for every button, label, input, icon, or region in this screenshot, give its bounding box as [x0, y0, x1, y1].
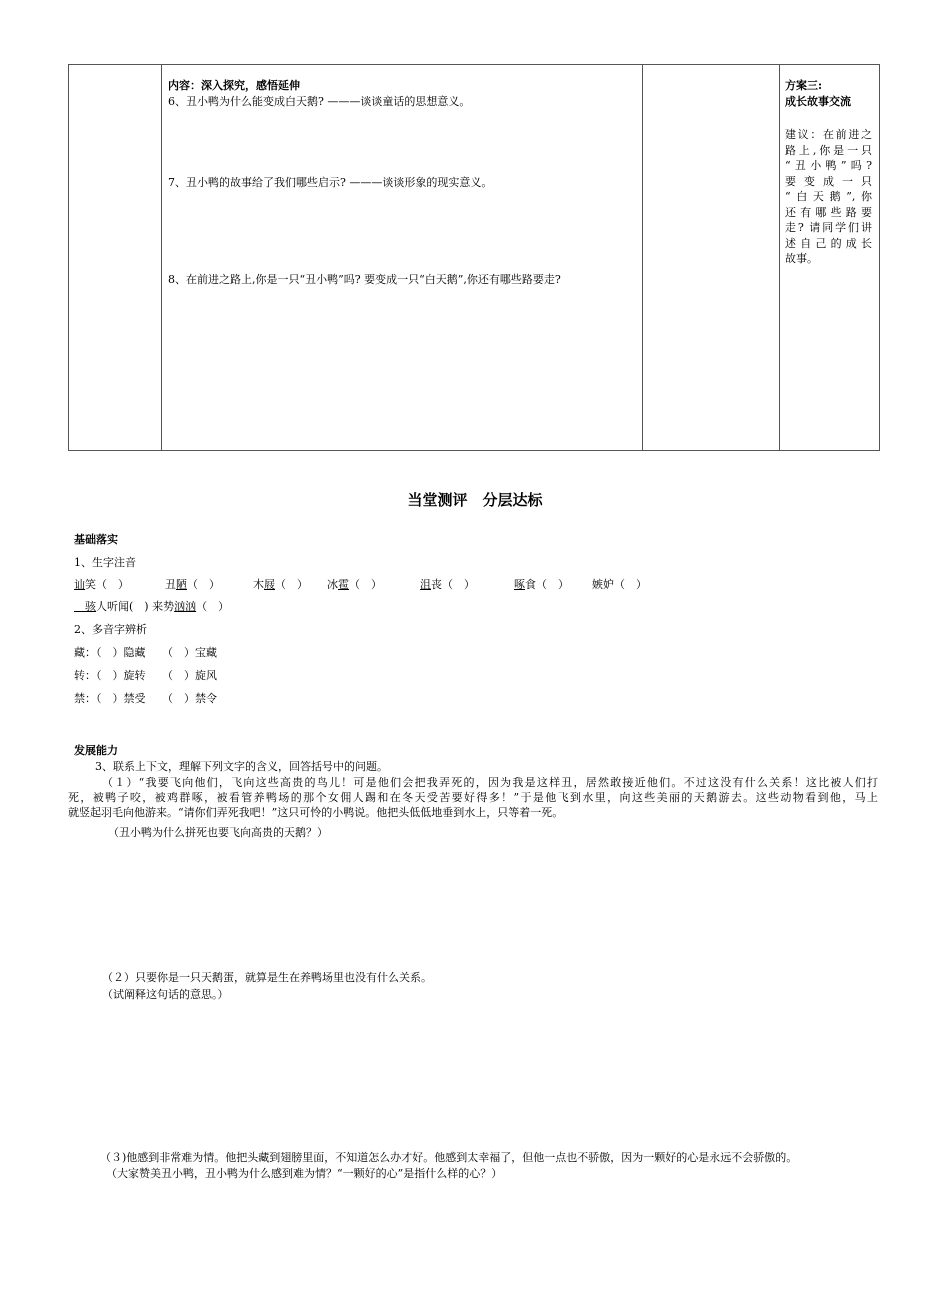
basic-heading: 基础落实 [74, 533, 118, 546]
question-7: 7、丑小鸭的故事给了我们哪些启示? ———谈谈形象的现实意义。 [168, 176, 493, 189]
passage-line: 就竖起羽毛向他游来。“请你们弄死我吧！”这只可怜的小鸭说。他把头低低地垂到水上，只等着一死。 [68, 806, 564, 819]
pinyin-item: 丑陋（ ） [165, 578, 220, 591]
question-6: 6、丑小鸭为什么能变成白天鹅? ———谈谈童话的思想意义。 [168, 95, 471, 108]
content-cell [162, 65, 643, 451]
polyphone-row: 藏：（ ）隐藏 （ ）宝藏 [74, 646, 217, 659]
develop-heading: 发展能力 [74, 744, 118, 757]
pinyin-item: 冰雹（ ） [327, 578, 382, 591]
pinyin-row-2: 骇人听闻( ) 来势汹汹（ ） [74, 600, 230, 613]
pinyin-item: 讪笑（ ） [74, 578, 129, 591]
plan-line: 建议：在前进之 [785, 128, 872, 141]
plan-subtitle: 成长故事交流 [785, 95, 851, 108]
lesson-table [68, 64, 880, 451]
plan-line: 还有哪些路要 [785, 205, 872, 219]
pinyin-item: 嫉妒（ ） [592, 578, 647, 591]
pinyin-item: 沮丧（ ） [420, 578, 475, 591]
question-1: （丑小鸭为什么拼死也要飞向高贵的天鹅？） [108, 826, 328, 839]
plan-suggestion [785, 127, 872, 267]
plan-line: 要 变 成 一 只 [785, 174, 872, 188]
passage-2: （２）只要你是一只天鹅蛋，就算是生在养鸭场里也没有什么关系。 [102, 971, 432, 984]
content-title: 内容：深入探究，感悟延伸 [168, 79, 300, 92]
plan-line: 路上,你是一只 [785, 143, 872, 157]
plan-line: “丑小鸭”吗? [785, 159, 872, 172]
plan-line: 述自己的成长 [785, 236, 872, 250]
passage-line: （１）“我要飞向他们，飞向这些高贵的鸟儿！可是他们会把我弄死的，因为我是这样丑，居然敢接近他们。不过这没有什么关系！这比被人们打 [102, 776, 878, 789]
develop-intro: 3、联系上下文，理解下列文字的含义，回答括号中的问题。 [95, 760, 388, 773]
blank-cell-left [69, 65, 162, 451]
passage-3: （３)他感到非常难为情。他把头藏到翅膀里面，不知道怎么办才好。他感到太幸福了，但他一点也不骄傲，因为一颗好的心是永远不会骄傲的。 [100, 1151, 798, 1164]
question-8: 8、在前进之路上,你是一只“丑小鸭”吗? 要变成一只“白天鹅”,你还有哪些路要走? [168, 273, 561, 286]
polyphone-row: 禁：（ ）禁受 （ ）禁令 [74, 692, 217, 705]
section-title: 当堂测评 分层达标 [407, 491, 543, 509]
polyphone-row: 转：（ ）旋转 （ ）旋风 [74, 669, 217, 682]
polyphone-label: 2、多音字辨析 [74, 623, 147, 636]
passage-line: 死，被鸭子咬，被鸡群啄，被看管养鸭场的那个女佣人踢和在冬天受苦要好得多！”于是他飞到水里，向这些美丽的天鹅游去。这些动物看到他，马上 [68, 791, 878, 804]
plan-title: 方案三: [785, 79, 823, 92]
passage-1 [68, 775, 878, 820]
plan-cell [780, 65, 880, 451]
pinyin-item: 啄食（ ） [514, 578, 569, 591]
plan-line: 走? 请同学们讲 [785, 221, 872, 234]
pinyin-item: 木屐（ ） [253, 578, 308, 591]
blank-cell-middle [643, 65, 780, 451]
plan-line: “白天鹅”,你 [785, 190, 872, 203]
plan-line: 故事。 [785, 252, 818, 265]
pinyin-label: 1、生字注音 [74, 556, 136, 569]
question-3: （大家赞美丑小鸭，丑小鸭为什么感到难为情？“一颗好的心”是指什么样的心？） [106, 1167, 503, 1180]
question-2: （试阐释这句话的意思。） [102, 988, 229, 1001]
